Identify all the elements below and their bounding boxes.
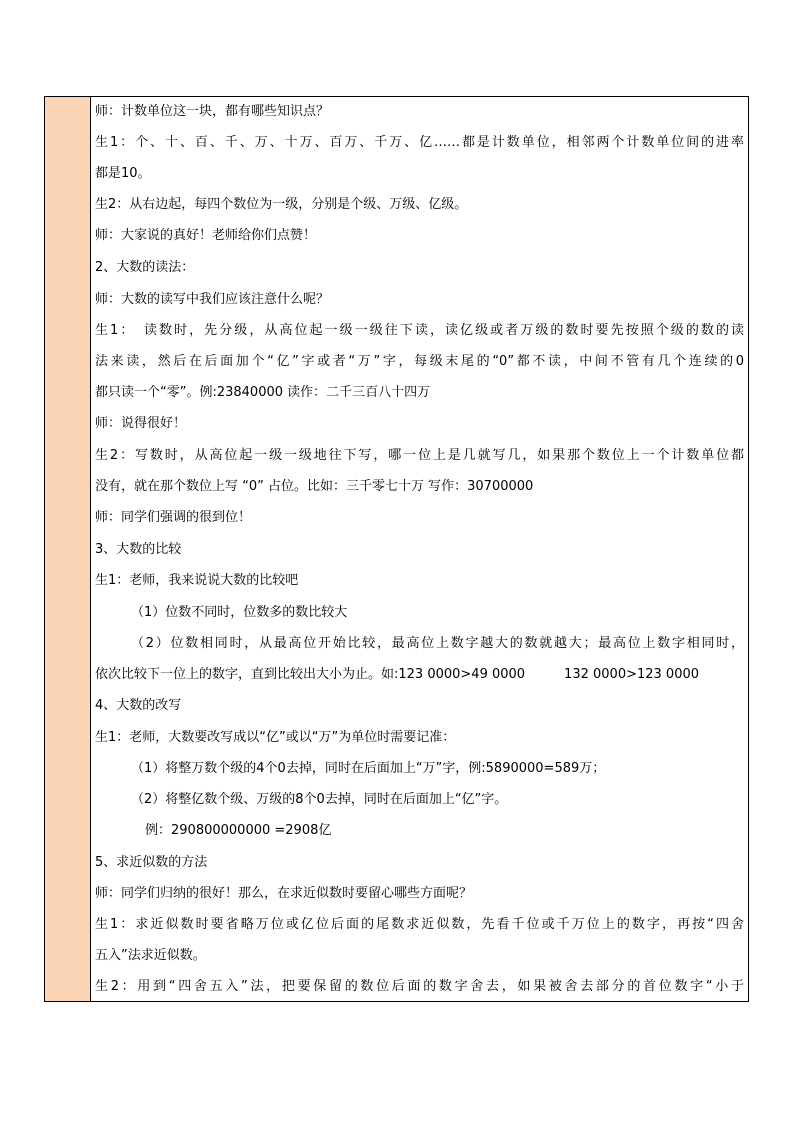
side-column-cell bbox=[45, 97, 91, 1001]
text-line: 生1：个、十、百、千、万、十万、百万、千万、亿……都是计数单位，相邻两个计数单位间的进率 bbox=[95, 135, 744, 150]
text-line: 师：大数的读写中我们应该注意什么呢？ bbox=[95, 292, 330, 307]
text-line: 生1： 读数时，先分级，从高位起一级一级往下读，读亿级或者万级的数时要先按照个级的数的读 bbox=[95, 323, 744, 338]
text-line: 师：同学们强调的很到位！ bbox=[95, 510, 252, 525]
text-line: 5、求近似数的方法 bbox=[95, 855, 208, 870]
text-line: 2、大数的读法： bbox=[95, 260, 195, 275]
text-line: 师：计数单位这一块，都有哪些知识点？ bbox=[95, 104, 330, 119]
text-line: （1）位数不同时，位数多的数比较大 bbox=[131, 605, 348, 620]
text-line: 都只读一个“零”。例:23840000 读作：二千三百八十四万 bbox=[95, 385, 431, 400]
text-line: 3、大数的比较 bbox=[95, 542, 182, 557]
lesson-table bbox=[44, 96, 749, 1002]
text-line: 例：290800000000 =2908亿 bbox=[145, 823, 332, 838]
text-line: 生1：求近似数时要省略万位或亿位后面的尾数求近似数，先看千位或千万位上的数字，再按“四舍 bbox=[95, 917, 744, 932]
text-line: 师：说得很好！ bbox=[95, 416, 187, 431]
text-line: 法来读，然后在后面加个“亿”字或者“万”字，每级末尾的“0”都不读，中间不管有几个连续的0 bbox=[95, 354, 744, 369]
text-line: （2）位数相同时，从最高位开始比较，最高位上数字越大的数就越大；最高位上数字相同时， bbox=[131, 636, 744, 651]
content-cell bbox=[91, 97, 748, 1001]
text-line: （2）将整亿数个级、万级的8个0去掉，同时在后面加上“亿”字。 bbox=[131, 792, 508, 807]
text-line: 依次比较下一位上的数字，直到比较出大小为止。如:123 0000>49 0000 132 0000>123 0000 bbox=[95, 667, 700, 682]
text-line: 4、大数的改写 bbox=[95, 698, 182, 713]
text-line: 生2：用到“四舍五入”法，把要保留的数位后面的数字舍去，如果被舍去部分的首位数字“小于 bbox=[95, 979, 744, 994]
text-line: （1）将整万数个级的4个0去掉，同时在后面加上“万”字，例:5890000=589万； bbox=[131, 761, 606, 776]
text-line: 生1：老师，我来说说大数的比较吧 bbox=[95, 573, 299, 588]
text-line: 生2：从右边起，每四个数位为一级，分别是个级、万级、亿级。 bbox=[95, 197, 468, 212]
text-line: 没有，就在那个数位上写 “0” 占位。比如：三千零七十万 写作：30700000 bbox=[95, 479, 534, 494]
text-line: 都是10。 bbox=[95, 166, 151, 181]
text-line: 师：大家说的真好！老师给你们点赞！ bbox=[95, 228, 317, 243]
text-line: 生2：写数时，从高位起一级一级地往下写，哪一位上是几就写几，如果那个数位上一个计数单位都 bbox=[95, 448, 744, 463]
text-line: 生1：老师，大数要改写成以“亿”或以“万”为单位时需要记准： bbox=[95, 730, 456, 745]
text-line: 五入”法求近似数。 bbox=[95, 948, 206, 963]
text-line: 师：同学们归纳的很好！那么，在求近似数时要留心哪些方面呢？ bbox=[95, 886, 473, 901]
